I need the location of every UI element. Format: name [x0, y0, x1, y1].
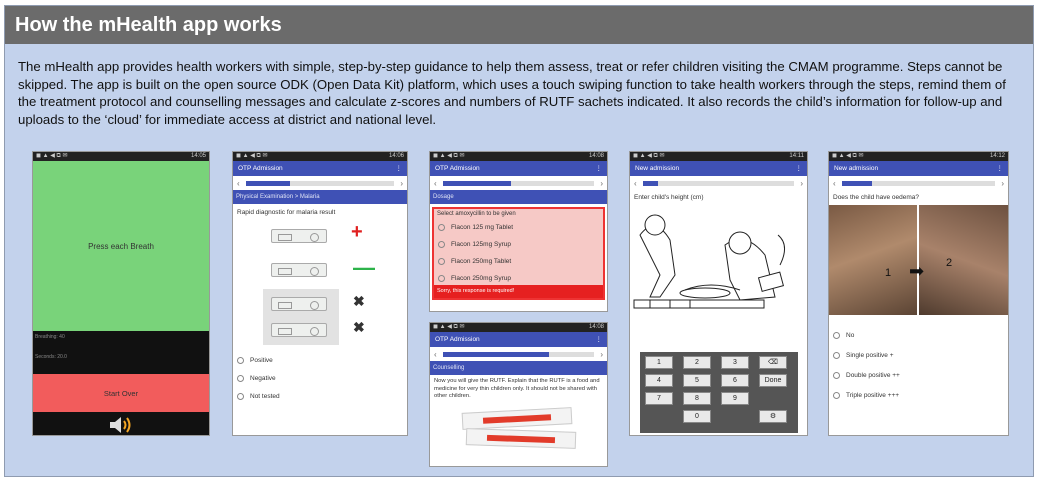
phone-breath-counter	[32, 151, 210, 436]
radio-option-label: Triple positive +++	[846, 391, 900, 399]
keypad-key[interactable]: 2	[683, 356, 711, 369]
radio-circle-icon[interactable]	[237, 393, 244, 400]
phone-malaria-test	[232, 151, 408, 436]
status-bar: ◼ ▲ ◀ ⧉ ✉ 14:11	[630, 152, 807, 161]
radio-option[interactable]	[829, 325, 1008, 345]
overflow-menu-icon[interactable]: ⋮	[795, 165, 802, 172]
breath-tap-area[interactable]	[33, 161, 209, 331]
photo-label-1: 1	[885, 267, 892, 279]
height-measuring-illustration	[630, 205, 807, 330]
counselling-message: Now you will give the RUTF. Explain that the RUTF is a food and medicine for very thin children only. It should not be shared with other children.	[434, 378, 600, 399]
section-title: Dosage	[430, 190, 607, 204]
radio-circle-icon[interactable]	[237, 375, 244, 382]
prev-arrow-icon[interactable]: ‹	[237, 178, 240, 188]
radio-option-label: Flacon 125 mg Tablet	[451, 224, 514, 231]
breath-count-readout: Breathing: 40	[35, 334, 65, 340]
progress-fill	[443, 352, 549, 357]
status-bar: ◼ ▲ ◀ ⧉ ✉ 14:05	[33, 152, 209, 161]
next-arrow-icon[interactable]: ›	[600, 349, 603, 359]
app-title: New admission	[635, 165, 680, 172]
speaker-icon[interactable]	[108, 415, 134, 435]
app-bar	[630, 161, 807, 176]
radio-option-label: Negative	[250, 374, 276, 382]
keypad-key[interactable]: 9	[721, 392, 749, 405]
question-label: Select amoxycillin to be given	[437, 211, 516, 217]
phone-counselling	[429, 322, 608, 467]
photo-label-2: 2	[946, 257, 953, 269]
keypad-key[interactable]: 4	[645, 374, 673, 387]
progress-fill	[443, 181, 511, 186]
radio-option-label: Double positive ++	[846, 371, 900, 379]
overflow-menu-icon[interactable]: ⋮	[595, 165, 602, 172]
radio-option-label: Single positive +	[846, 351, 894, 359]
radio-option-label: Positive	[250, 356, 273, 364]
start-over-button[interactable]	[33, 374, 209, 412]
breath-tap-label: Press each Breath	[88, 241, 154, 251]
next-arrow-icon[interactable]: ›	[400, 178, 403, 188]
keypad-key[interactable]: 0	[683, 410, 711, 423]
app-title: New admission	[834, 165, 879, 172]
next-arrow-icon[interactable]: ›	[800, 178, 803, 188]
phone-oedema	[828, 151, 1009, 436]
intro-paragraph: The mHealth app provides health workers with simple, step-by-step guidance to help them assess, treat or refer children visiting the CMAM programme. Steps cannot be skipped. The app is built on the open source ODK (Open Data Kit) platform, which uses a touch swiping function to take health workers through the steps, remind them of the treatment protocol and counselling messages and calculate z-scores and numbers of RUTF sachets indicated. It also records the child’s information for follow-up and uploads to the ‘cloud’ for immediate access at district and national level.	[18, 59, 1006, 127]
cross-icon: ✖	[353, 293, 365, 309]
radio-option[interactable]	[829, 345, 1008, 365]
plus-icon: +	[351, 221, 363, 243]
keypad-key[interactable]: ⌫	[759, 356, 787, 369]
radio-circle-icon[interactable]	[833, 332, 840, 339]
question-label: Does the child have oedema?	[833, 194, 920, 201]
next-arrow-icon[interactable]: ›	[600, 178, 603, 188]
radio-circle-icon[interactable]	[438, 224, 445, 231]
radio-circle-icon[interactable]	[833, 372, 840, 379]
app-bar	[829, 161, 1008, 176]
numeric-keypad	[640, 352, 798, 433]
keypad-key[interactable]: 1	[645, 356, 673, 369]
app-bar	[233, 161, 407, 176]
prev-arrow-icon[interactable]: ‹	[434, 178, 437, 188]
section-title: Physical Examination > Malaria	[233, 190, 407, 204]
radio-option[interactable]	[829, 365, 1008, 385]
seconds-readout: Seconds: 20.0	[35, 354, 67, 360]
radio-option[interactable]	[434, 219, 603, 236]
keypad-key[interactable]: Done	[759, 374, 787, 387]
status-bar: ◼ ▲ ◀ ⧉ ✉ 14:06	[233, 152, 407, 161]
radio-circle-icon[interactable]	[237, 357, 244, 364]
error-message: Sorry, this response is required!	[434, 285, 603, 298]
keypad-key[interactable]: 8	[683, 392, 711, 405]
app-title: OTP Admission	[435, 336, 480, 343]
progress-row	[630, 176, 807, 190]
overflow-menu-icon[interactable]: ⋮	[996, 165, 1003, 172]
status-bar: ◼ ▲ ◀ ⧉ ✉ 14:08	[430, 323, 607, 332]
status-bar: ◼ ▲ ◀ ⧉ ✉ 14:12	[829, 152, 1008, 161]
progress-row	[829, 176, 1008, 190]
section-title: Counselling	[430, 361, 607, 375]
radio-circle-icon[interactable]	[833, 352, 840, 359]
arrow-icon: ➡	[909, 261, 925, 281]
oedema-photo	[829, 205, 1008, 315]
progress-row	[430, 176, 607, 190]
radio-option[interactable]	[829, 385, 1008, 405]
next-arrow-icon[interactable]: ›	[1001, 178, 1004, 188]
cross-icon: ✖	[353, 319, 365, 335]
required-question-block	[432, 207, 605, 300]
radio-option-label: Not tested	[250, 392, 280, 400]
radio-circle-icon[interactable]	[438, 241, 445, 248]
progress-fill	[246, 181, 291, 186]
radio-option[interactable]	[233, 369, 407, 387]
app-title: OTP Admission	[435, 165, 480, 172]
keypad-key[interactable]: 5	[683, 374, 711, 387]
keypad-key[interactable]: ⚙	[759, 410, 787, 423]
radio-option-label: Flacon 250mg Syrup	[451, 275, 511, 282]
radio-circle-icon[interactable]	[438, 258, 445, 265]
question-label: Enter child's height (cm)	[634, 194, 704, 201]
phone-height-entry	[629, 151, 808, 436]
phone-dosage	[429, 151, 608, 312]
status-bar: ◼ ▲ ◀ ⧉ ✉ 14:08	[430, 152, 607, 161]
info-box	[4, 5, 1034, 477]
radio-option-label: Flacon 125mg Syrup	[451, 241, 511, 248]
box-title: How the mHealth app works	[5, 6, 1033, 44]
radio-option[interactable]	[434, 236, 603, 253]
progress-fill	[842, 181, 873, 186]
start-over-label: Start Over	[103, 388, 139, 398]
rdt-image	[233, 219, 407, 347]
app-bar	[430, 161, 607, 176]
minus-icon: —	[353, 255, 375, 280]
progress-fill	[643, 181, 658, 186]
prev-arrow-icon[interactable]: ‹	[833, 178, 836, 188]
radio-circle-icon[interactable]	[833, 392, 840, 399]
progress-row	[430, 347, 607, 361]
app-bar	[430, 332, 607, 347]
radio-option-label: Flacon 250mg Tablet	[451, 258, 512, 265]
overflow-menu-icon[interactable]: ⋮	[595, 336, 602, 343]
keypad-key[interactable]: 6	[721, 374, 749, 387]
radio-option[interactable]	[233, 387, 407, 405]
prev-arrow-icon[interactable]: ‹	[634, 178, 637, 188]
radio-option[interactable]	[434, 253, 603, 270]
overflow-menu-icon[interactable]: ⋮	[395, 165, 402, 172]
app-title: OTP Admission	[238, 165, 283, 172]
progress-row	[233, 176, 407, 190]
radio-option[interactable]	[233, 351, 407, 369]
keypad-key[interactable]: 3	[721, 356, 749, 369]
question-label: Rapid diagnostic for malaria result	[237, 209, 336, 216]
keypad-key[interactable]: 7	[645, 392, 673, 405]
rutf-sachet-image	[430, 404, 607, 454]
radio-circle-icon[interactable]	[438, 275, 445, 282]
radio-option-label: No	[846, 331, 855, 339]
prev-arrow-icon[interactable]: ‹	[434, 349, 437, 359]
